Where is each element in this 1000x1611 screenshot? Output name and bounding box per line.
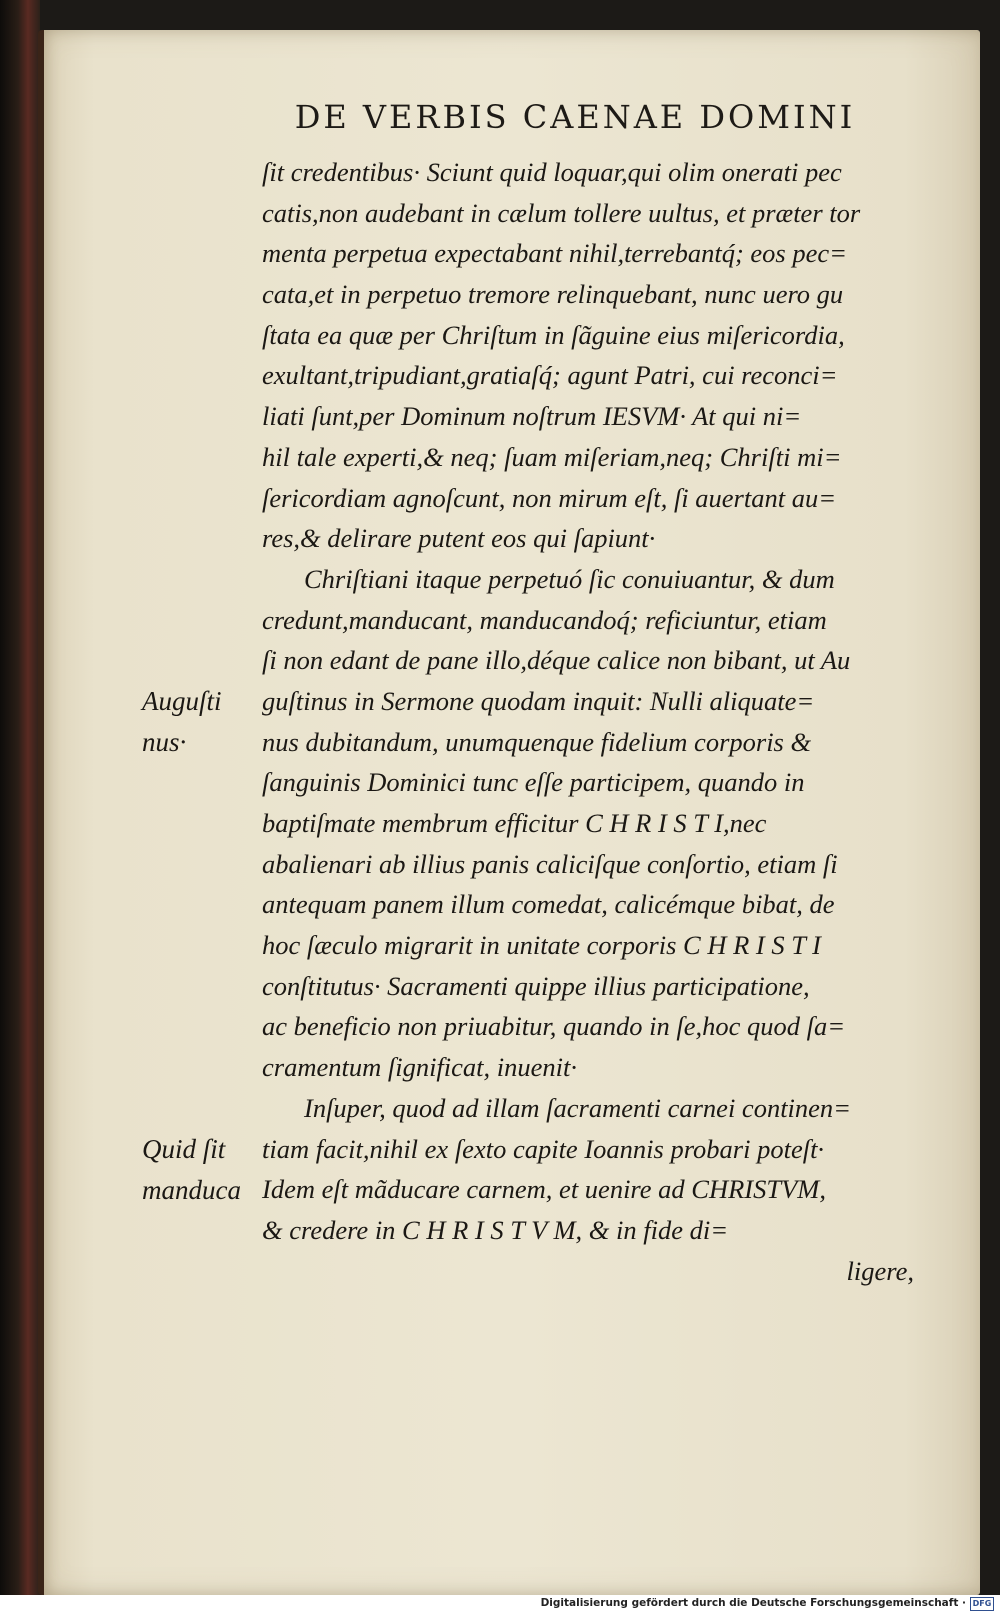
text-line: ſericordiam agnoſcunt, non mirum eſt, ſi auertant au= — [262, 482, 837, 513]
text-line: antequam panem illum comedat, calicémque bibat, de — [262, 889, 835, 920]
text-line: exultant,tripudiant,gratiaſq́; agunt Patri, cui reconci= — [262, 360, 838, 391]
text-line: & credere in C H R I S T V M, & in fide di= — [262, 1214, 729, 1245]
text-line: ligere, — [846, 1255, 914, 1286]
page-edge — [38, 30, 44, 1595]
body-text — [262, 152, 922, 1291]
marginal-note-quid-sit — [142, 1129, 257, 1210]
text-line: Inſuper, quod ad illam ſacramenti carnei continen= — [304, 1092, 852, 1123]
text-line: menta perpetua expectabant nihil,terrebantq́; eos pec= — [262, 238, 848, 269]
text-line: guſtinus in Sermone quodam inquit: Nulli aliquate= — [262, 685, 815, 716]
marginal-line: Quid ſit — [142, 1134, 226, 1164]
text-line: cata,et in perpetuo tremore relinquebant, nunc uero gu — [262, 279, 844, 310]
marginal-line: nus· — [142, 726, 187, 757]
book-spine — [0, 0, 40, 1611]
marginal-line: manduca — [142, 1174, 241, 1205]
text-line: tiam facit,nihil ex ſexto capite Ioannis probari poteſt· — [262, 1133, 825, 1164]
text-line: nus dubitandum, unumquenque fidelium corporis & — [262, 726, 812, 757]
text-line: credunt,manducant, manducandoq́; reficiuntur, etiam — [262, 604, 827, 635]
funding-credit: Digitalisierung gefördert durch die Deutsche Forschungsgemeinschaft · — [540, 1597, 966, 1609]
text-line: cramentum ſignificat, inuenit· — [262, 1052, 578, 1083]
text-line: ſit credentibus· Sciunt quid loquar,qui olim onerati pec — [262, 157, 842, 187]
text-line: ſanguinis Dominici tunc eſſe participem, quando in — [262, 767, 805, 798]
marginal-line: Auguſti — [142, 686, 222, 716]
text-line: liati ſunt,per Dominum noſtrum IESVM· At qui ni= — [262, 401, 802, 432]
text-line: ſtata ea quæ per Chriſtum in ſãguine eius miſericordia, — [262, 319, 845, 350]
text-line: res,& delirare putent eos qui ſapiunt· — [262, 523, 656, 554]
text-line: ſi non edant de pane illo,déque calice non bibant, ut Au — [262, 645, 851, 676]
text-line: hil tale experti,& neq; ſuam miſeriam,neq; Chriſti mi= — [262, 441, 842, 472]
running-head: DE VERBIS CAENAE DOMINI — [294, 98, 856, 136]
text-line: abalienari ab illius panis caliciſque conſortio, etiam ſi — [262, 848, 838, 879]
text-line: Chriſtiani itaque perpetuó ſic conuiuantur, & dum — [304, 563, 835, 594]
marginal-note-augustinus — [142, 681, 257, 762]
dfg-logo: DFG — [970, 1597, 994, 1611]
text-line: baptiſmate membrum efficitur C H R I S T I,nec — [262, 808, 767, 838]
text-line: ac beneficio non priuabitur, quando in ſe,hoc quod ſa= — [262, 1011, 846, 1042]
text-line: Idem eſt mãducare carnem, et uenire ad CHRISTVM, — [262, 1174, 826, 1205]
text-line: hoc ſæculo migrarit in unitate corporis C H R I S T I — [262, 930, 821, 961]
text-line: conſtitutus· Sacramenti quippe illius participatione, — [262, 970, 810, 1001]
text-line: catis,non audebant in cælum tollere uultus, et præter tor — [262, 197, 861, 228]
